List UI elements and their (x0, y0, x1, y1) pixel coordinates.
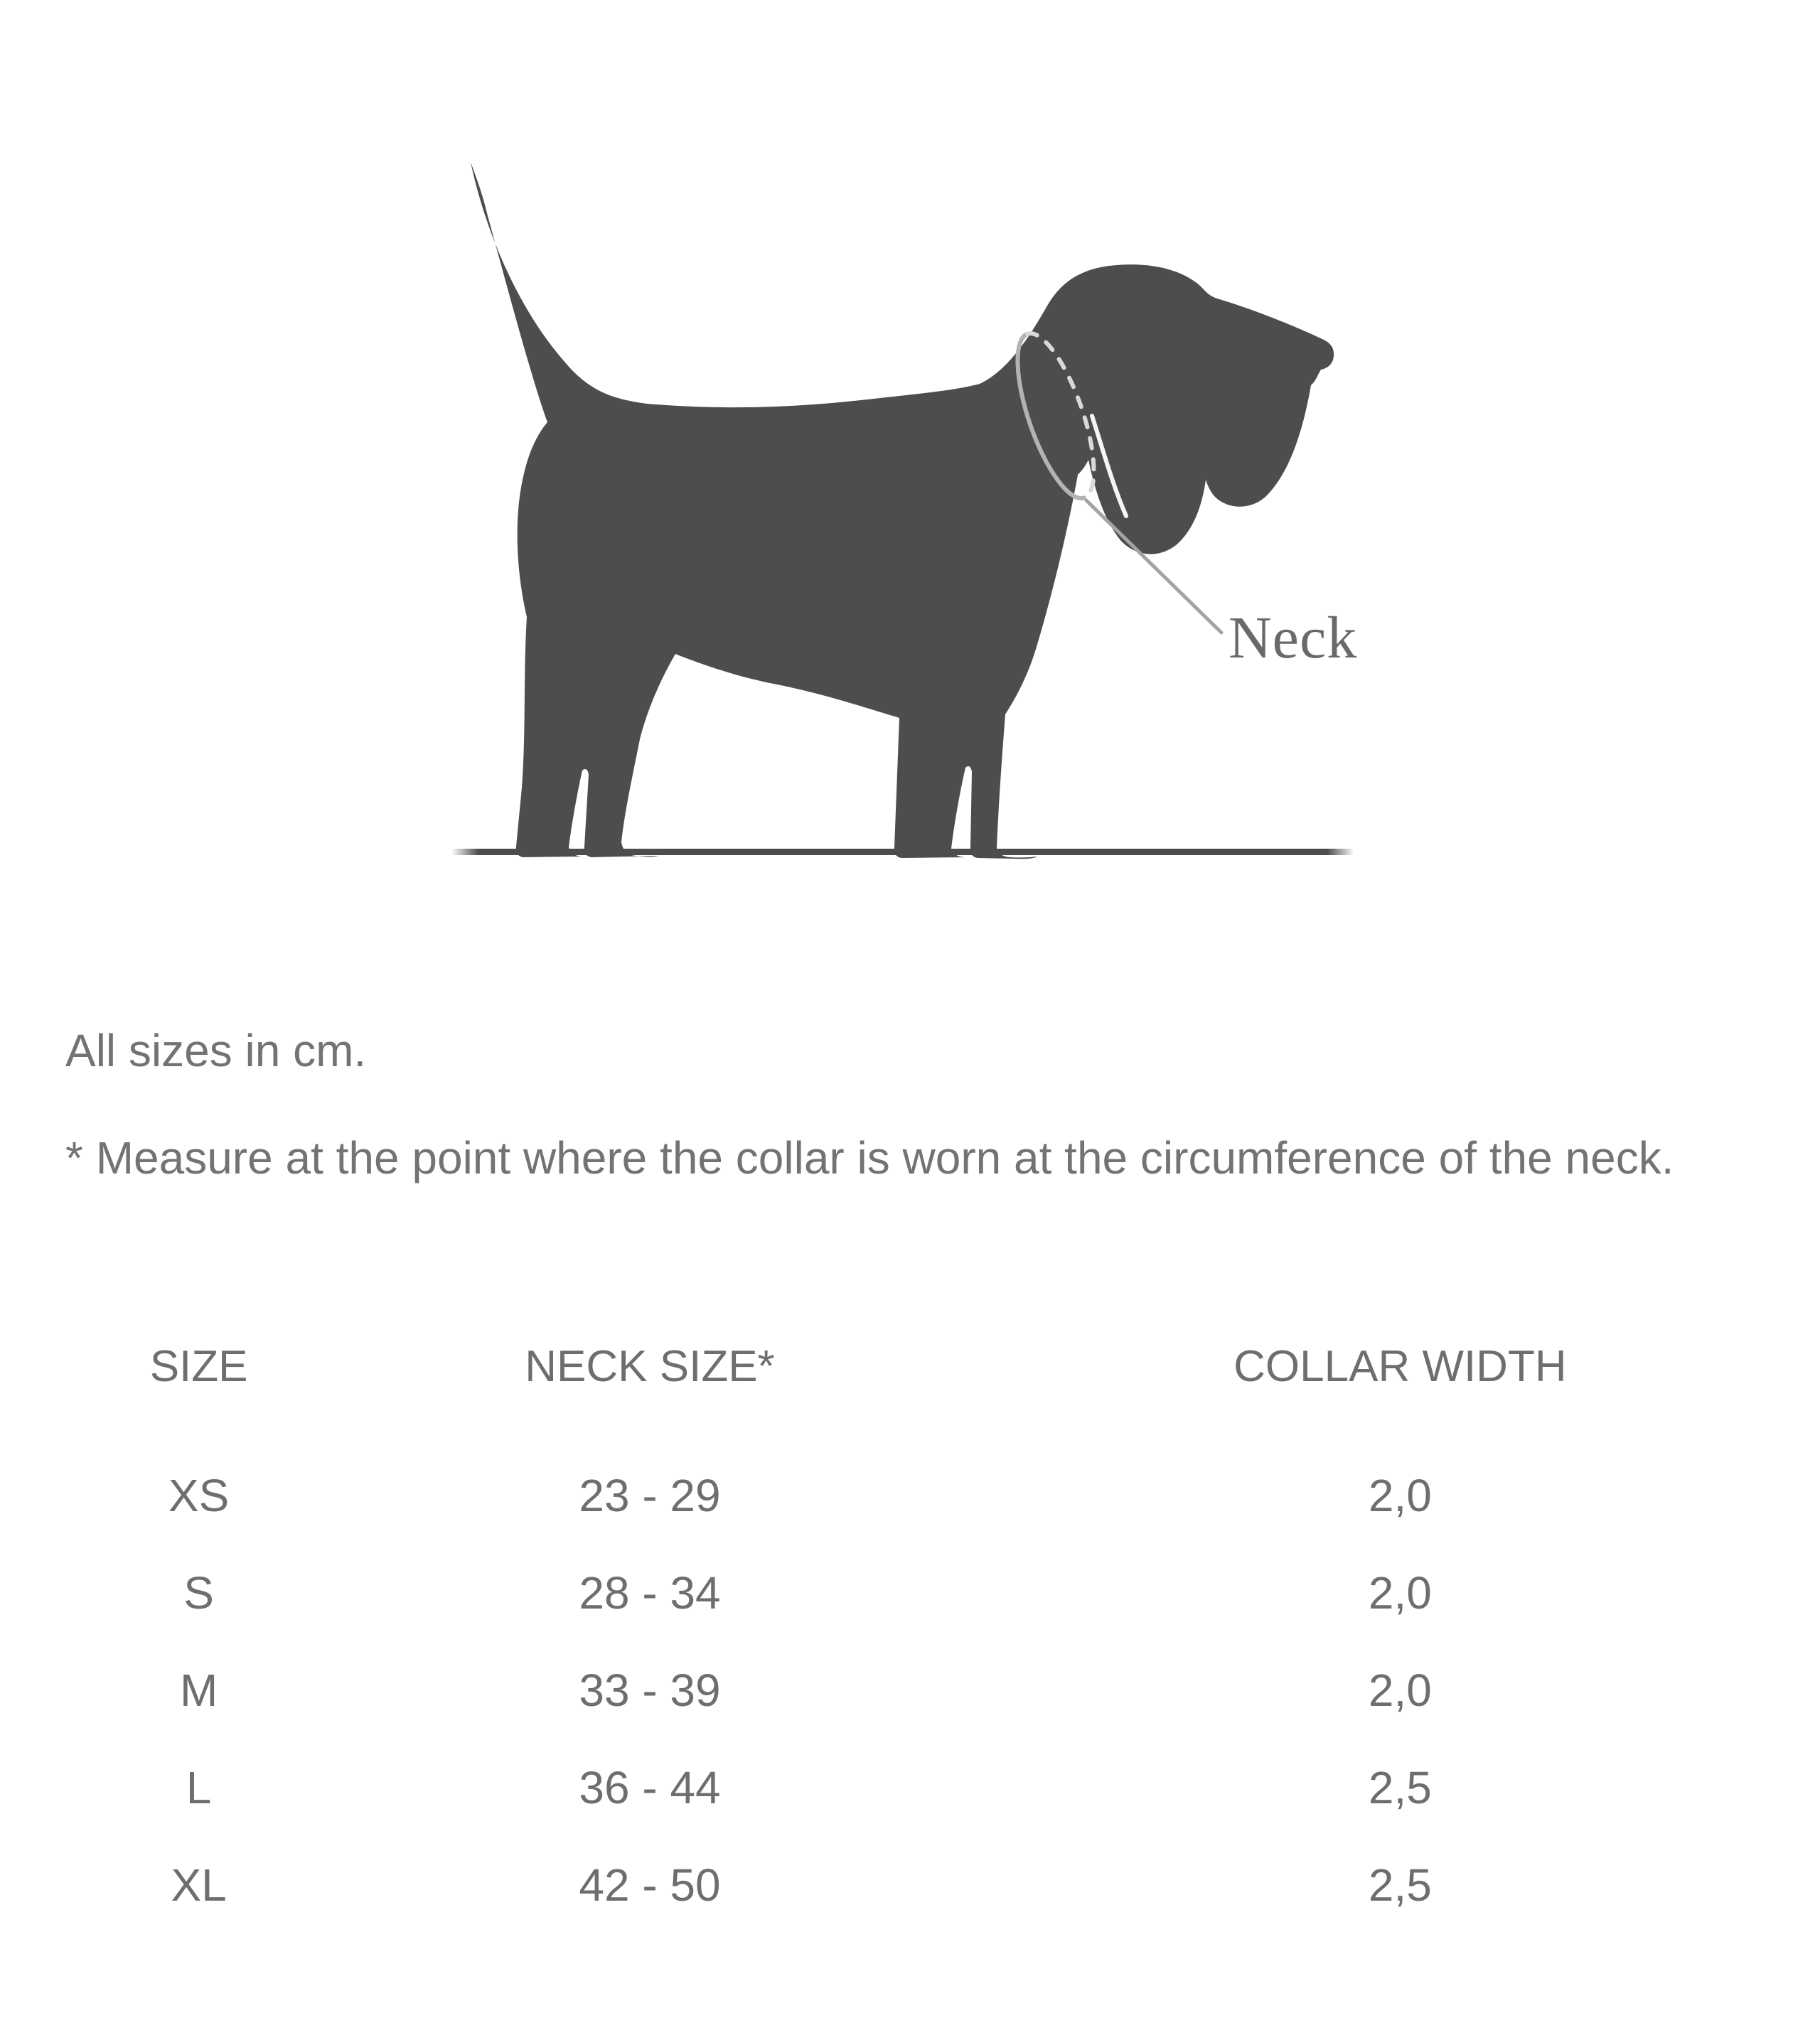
neck-label: Neck (1228, 605, 1358, 671)
neck-size-cell: 33 - 39 (579, 1664, 721, 1716)
column-header-neck-size: NECK SIZE* (525, 1342, 775, 1391)
table-row (43, 1446, 1777, 1544)
size-cell: L (186, 1761, 212, 1813)
measure-note: * Measure at the point where the collar is worn at the circumference of the neck. (65, 1132, 1674, 1183)
dog-illustration-svg (434, 149, 1372, 874)
collar-width-cell: 2,0 (1368, 1567, 1432, 1618)
collar-width-cell: 2,5 (1368, 1761, 1432, 1813)
table-row (43, 1739, 1777, 1836)
size-cell: M (179, 1664, 218, 1716)
column-header-size: SIZE (149, 1342, 248, 1391)
collar-width-cell: 2,0 (1368, 1469, 1432, 1521)
size-table (43, 1318, 1777, 1933)
collar-width-cell: 2,5 (1368, 1859, 1432, 1911)
neck-size-cell: 42 - 50 (579, 1859, 721, 1911)
size-cell: S (183, 1567, 214, 1618)
dog-illustration (434, 149, 1372, 874)
neck-size-cell: 36 - 44 (579, 1761, 721, 1813)
table-row (43, 1641, 1777, 1739)
column-header-collar-width: COLLAR WIDTH (1233, 1342, 1567, 1391)
table-row (43, 1836, 1777, 1933)
neck-size-cell: 28 - 34 (579, 1567, 721, 1618)
table-header-row (43, 1318, 1777, 1415)
table-row (43, 1544, 1777, 1641)
collar-width-cell: 2,0 (1368, 1664, 1432, 1716)
units-note: All sizes in cm. (65, 1025, 367, 1076)
dog-silhouette (471, 162, 1334, 859)
neck-size-cell: 23 - 29 (579, 1469, 721, 1521)
size-cell: XS (168, 1469, 230, 1521)
size-cell: XL (171, 1859, 227, 1911)
